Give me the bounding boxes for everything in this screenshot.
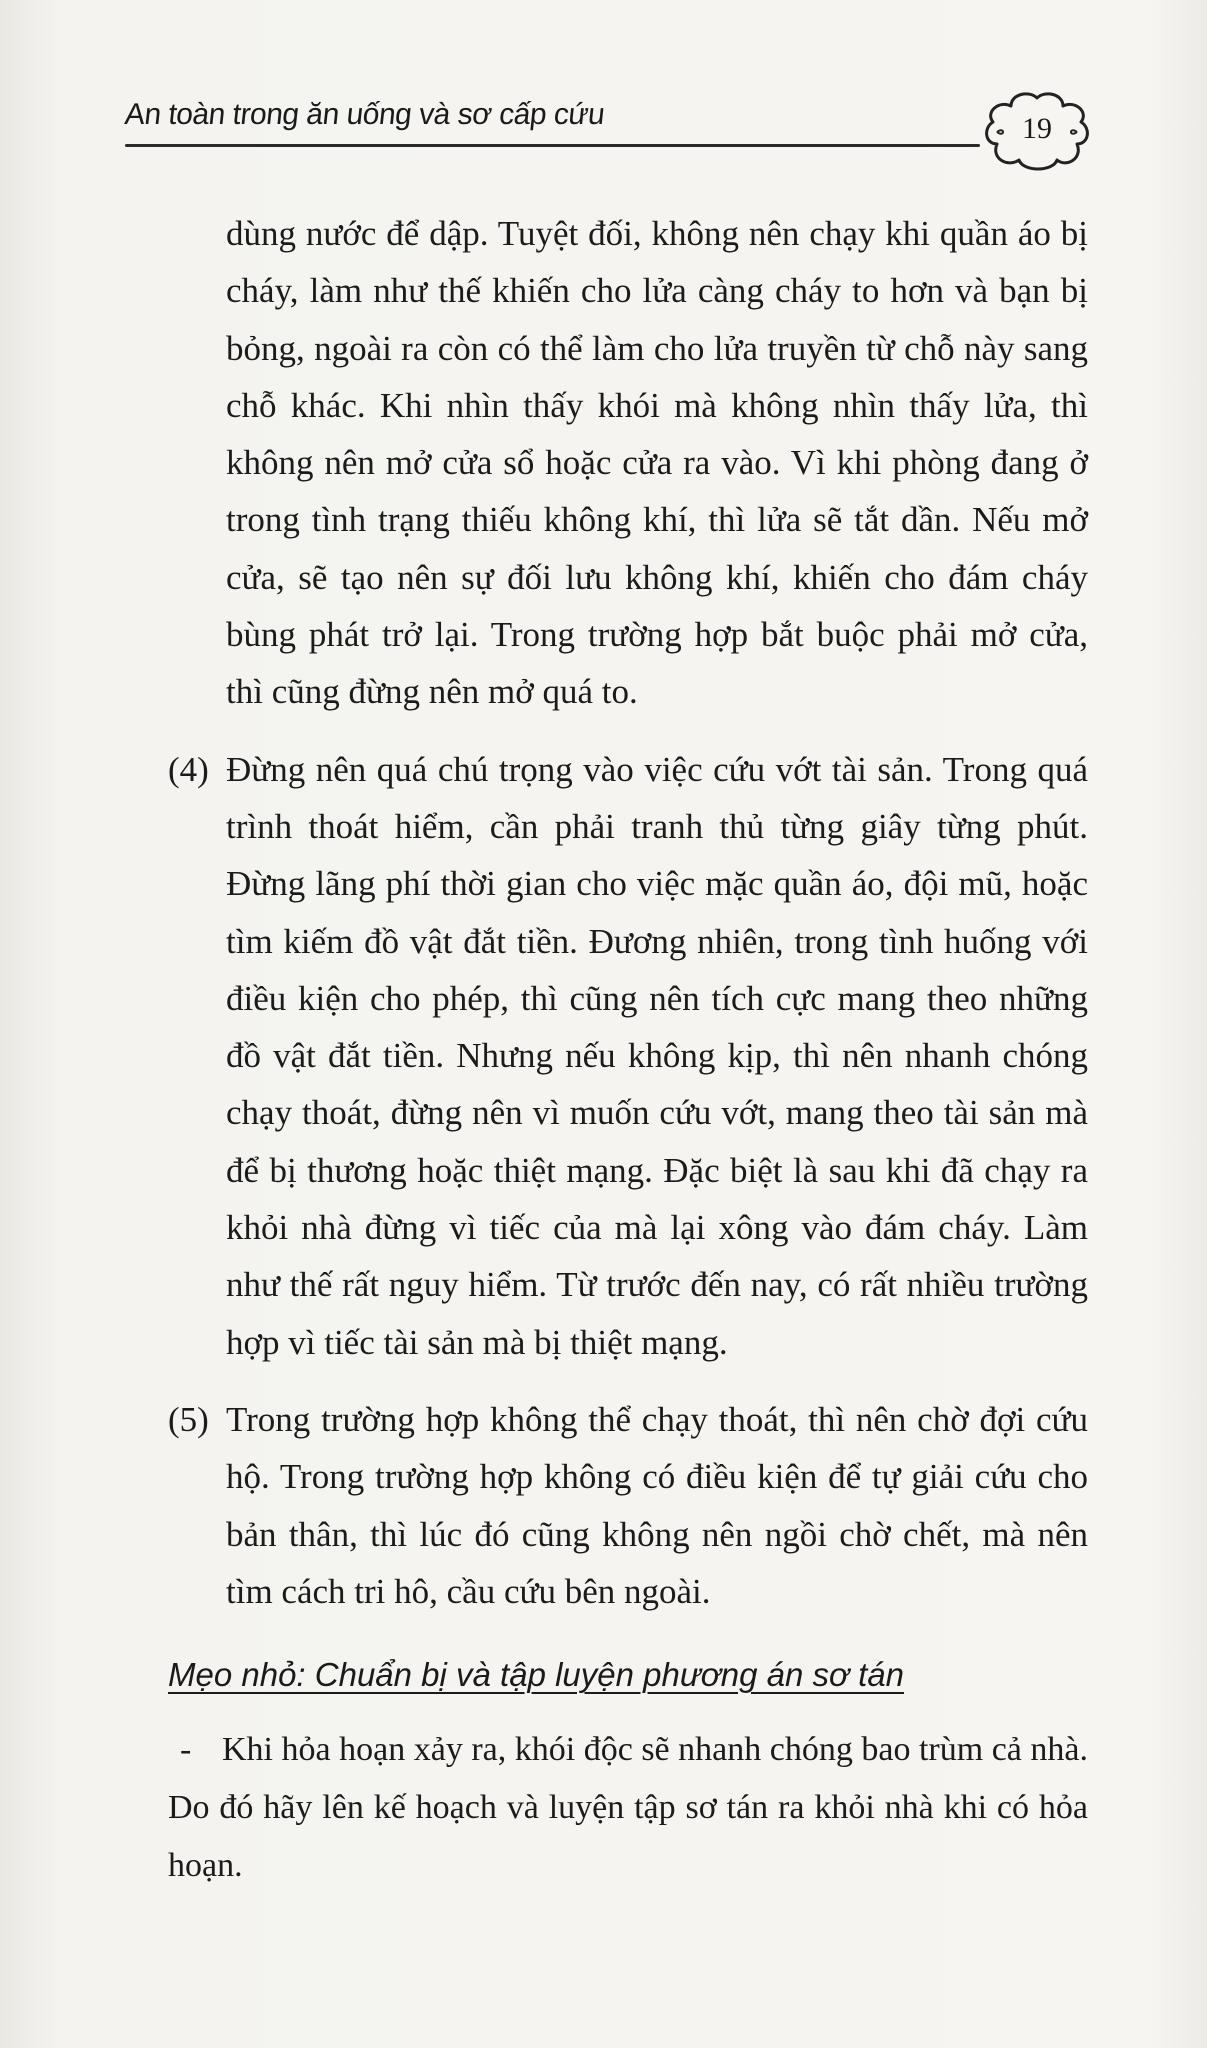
list-item-5 [168, 1391, 1088, 1620]
tip-heading: Mẹo nhỏ: Chuẩn bị và tập luyện phương án sơ tán [168, 1656, 904, 1694]
continuation-paragraph: dùng nước để dập. Tuyệt đối, không nên chạy khi quần áo bị cháy, làm như thế khiến cho lửa càng cháy to hơn và bạn bị bỏng, ngoài ra còn có thể làm cho lửa truyền từ chỗ này sang chỗ khác. Khi nhìn thấy khói mà không nhìn thấy lửa, thì không nên mở cửa sổ hoặc cửa ra vào. Vì khi phòng đang ở trong tình trạng thiếu không khí, thì lửa sẽ tắt dần. Nếu mở cửa, sẽ tạo nên sự đối lưu không khí, khiến cho đám cháy bùng phát trở lại. Trong trường hợp bắt buộc phải mở cửa, thì cũng đừng nên mở quá to. [226, 214, 1088, 712]
header-rule [125, 144, 980, 147]
tip-paragraph [168, 1721, 1088, 1895]
list-item-text: Trong trường hợp không thể chạy thoát, thì nên chờ đợi cứu hộ. Trong trường hợp không có điều kiện để tự giải cứu cho bản thân, thì lúc đó cũng không nên ngồi chờ chết, mà nên tìm cách tri hô, cầu cứu bên ngoài. [226, 1399, 1088, 1611]
list-item-text: Đừng nên quá chú trọng vào việc cứu vớt tài sản. Trong quá trình thoát hiểm, cần phải tranh thủ từng giây từng phút. Đừng lãng phí thời gian cho việc mặc quần áo, đội mũ, hoặc tìm kiếm đồ vật đắt tiền. Đương nhiên, trong tình huống với điều kiện cho phép, thì cũng nên tích cực mang theo những đồ vật đắt tiền. Nhưng nếu không kịp, thì nên nhanh chóng chạy thoát, đừng nên vì muốn cứu vớt, mang theo tài sản mà để bị thương hoặc thiệt mạng. Đặc biệt là sau khi đã chạy ra khỏi nhà đừng vì tiếc của mà lại xông vào đám cháy. Làm như thế rất nguy hiểm. Từ trước đến nay, có rất nhiều trường hợp vì tiếc tài sản mà bị thiệt mạng. [226, 749, 1088, 1362]
body-text [168, 205, 1088, 1929]
list-item-4 [168, 741, 1088, 1371]
page-header [125, 92, 1085, 162]
list-item-number: (5) [168, 1399, 209, 1439]
tip-text: Khi hỏa hoạn xảy ra, khói độc sẽ nhanh chóng bao trùm cả nhà. Do đó hãy lên kế hoạch và luyện tập sơ tán ra khỏi nhà khi có hỏa hoạn. [168, 1731, 1088, 1885]
tip-dash: - [180, 1731, 192, 1769]
running-title: An toàn trong ăn uống và sơ cấp cứu [123, 98, 607, 131]
list-item-number: (4) [168, 749, 209, 789]
page-number-badge [983, 92, 1091, 172]
page-number: 19 [1022, 112, 1052, 145]
